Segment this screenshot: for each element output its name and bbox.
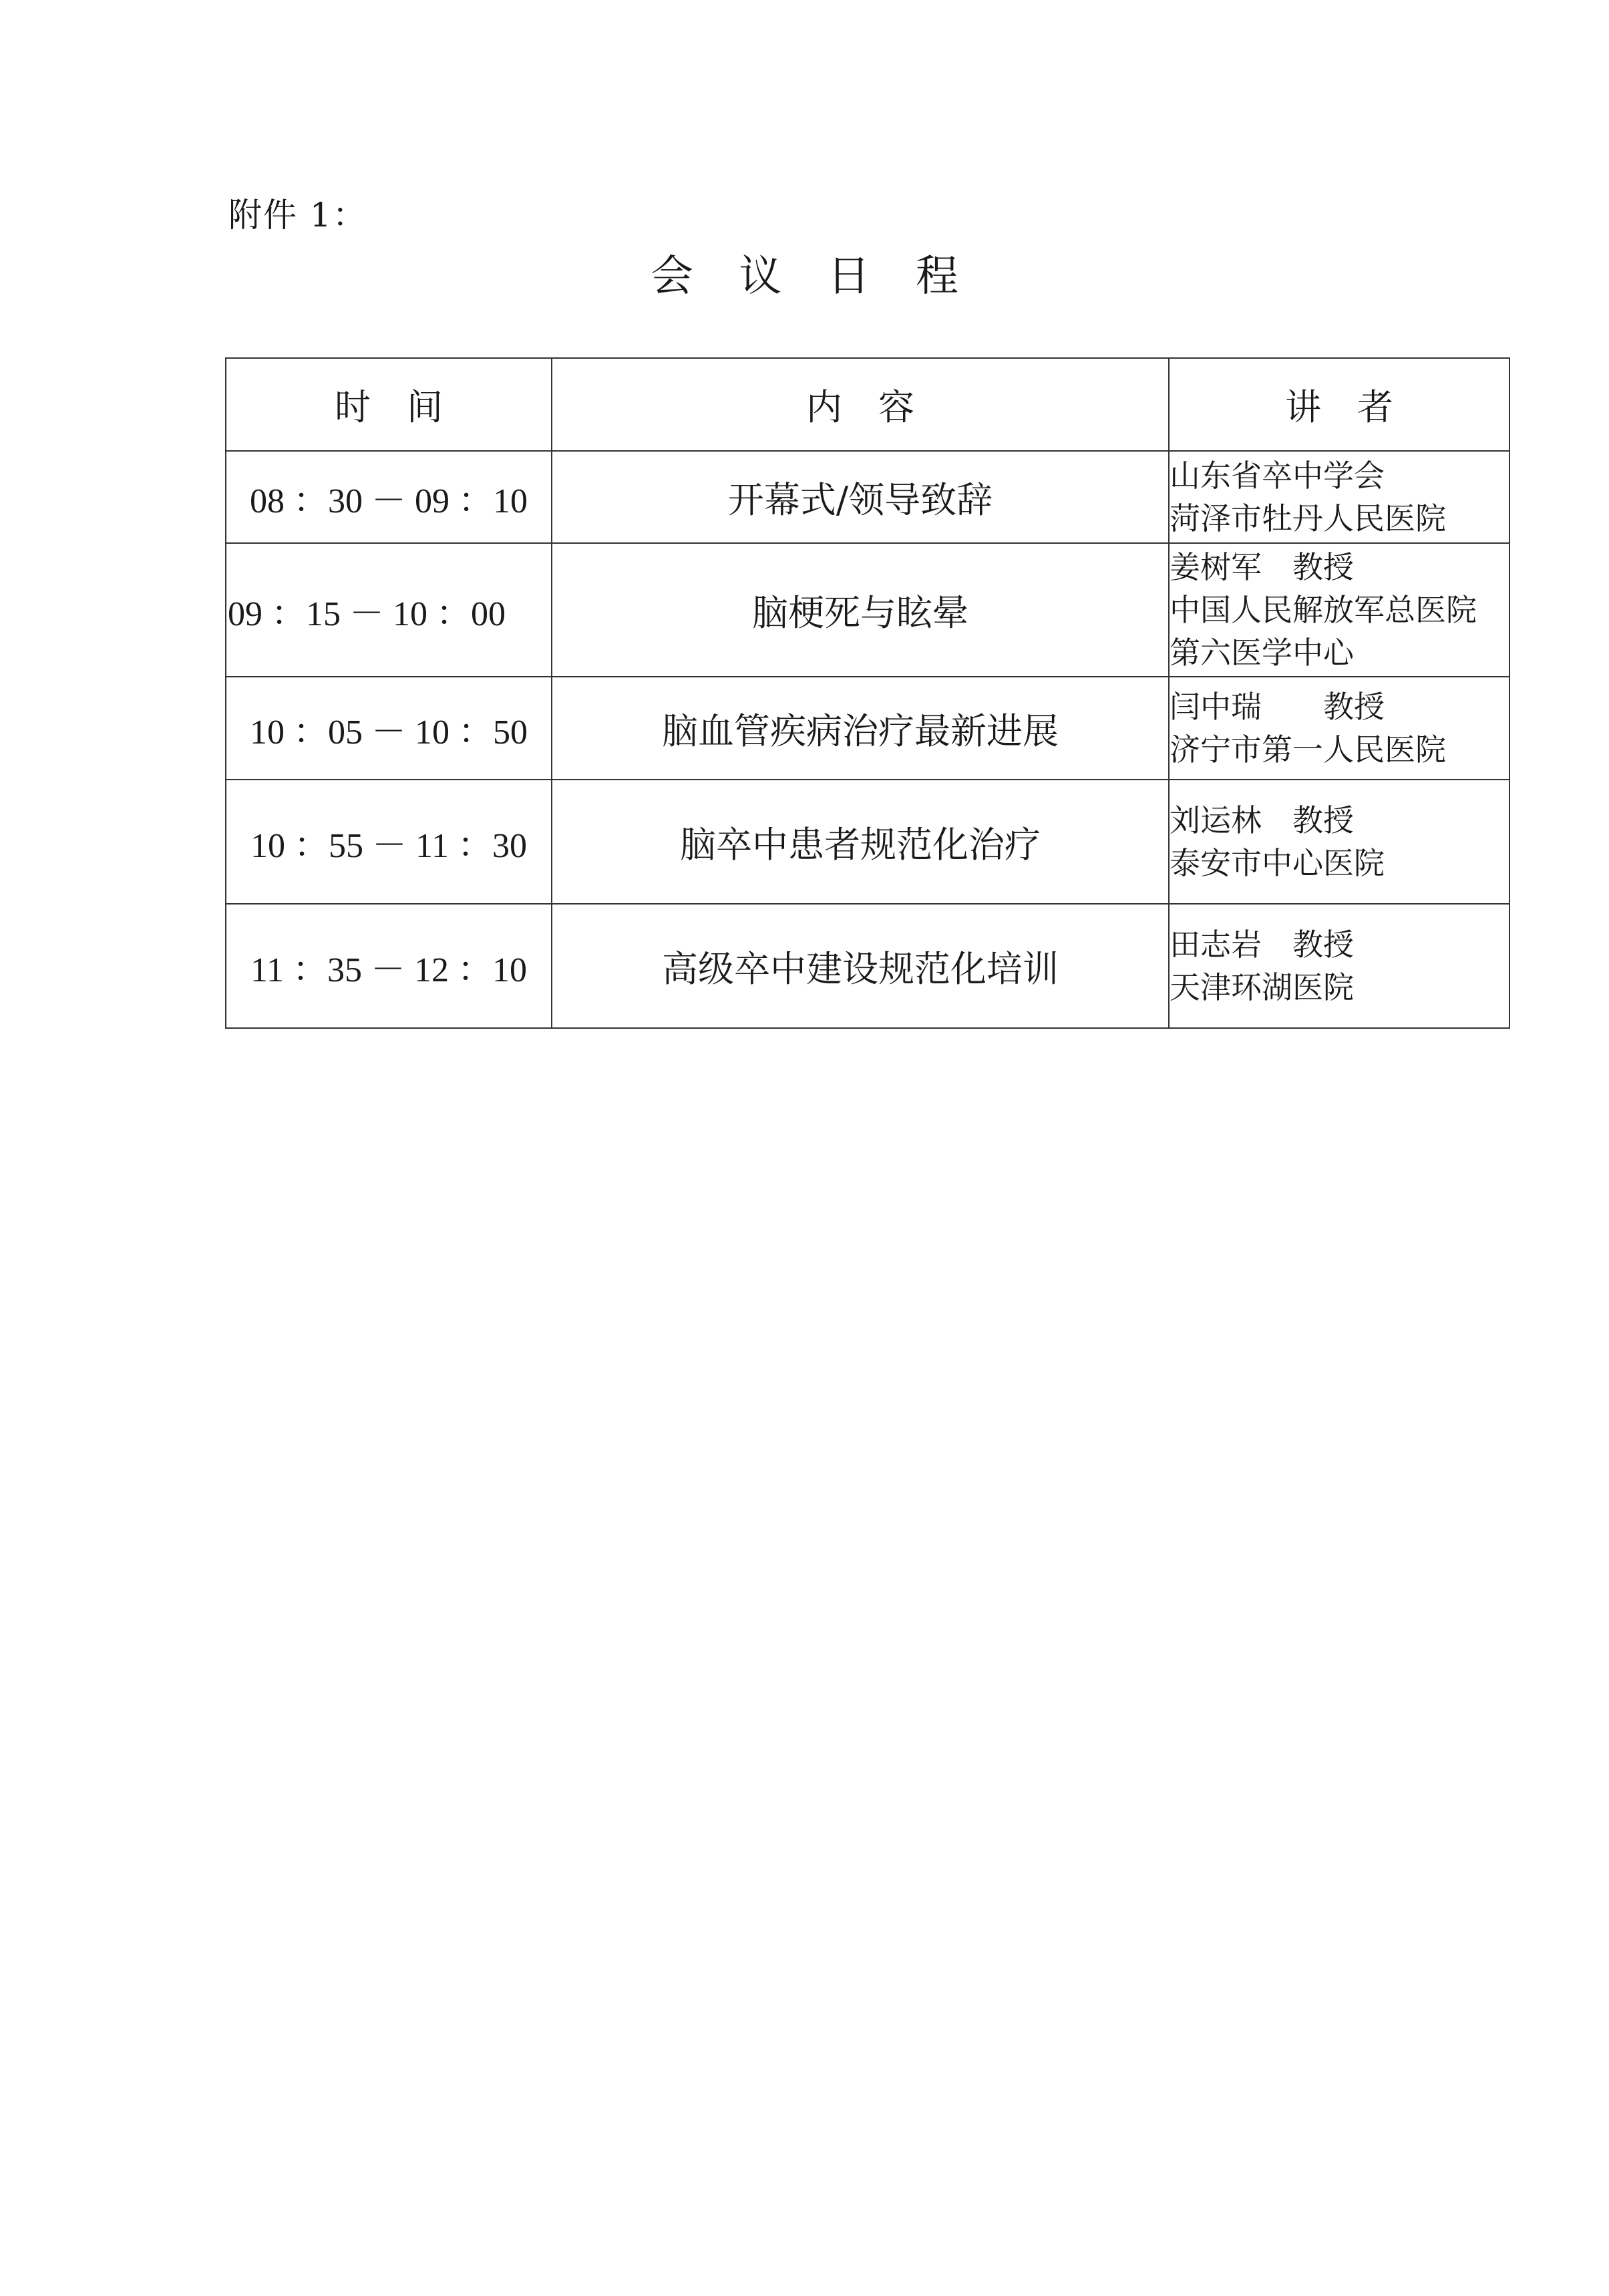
row-content: 脑卒中患者规范化治疗 (552, 780, 1169, 904)
attachment-label: 附件 1： (228, 196, 367, 234)
table-header-row (226, 358, 1509, 451)
speaker-line: 闫中瑞 教授 (1170, 689, 1385, 725)
speaker-line: 泰安市中心医院 (1170, 845, 1385, 881)
table-row (226, 677, 1509, 780)
speaker-line: 刘运林 教授 (1170, 802, 1354, 838)
table-row (226, 780, 1509, 904)
row-time: 09 ：15 － 10 ：00 (226, 543, 552, 677)
row-speaker (1169, 451, 1509, 543)
header-time: 时 间 (226, 358, 552, 451)
page-title: 会 议 日 程 (650, 252, 975, 301)
row-content: 脑梗死与眩晕 (552, 543, 1169, 677)
speaker-line: 中国人民解放军总医院 (1170, 592, 1477, 628)
row-speaker (1169, 780, 1509, 904)
speaker-line: 天津环湖医院 (1170, 969, 1354, 1005)
row-time: 08 ：30 － 09 ：10 (226, 451, 552, 543)
speaker-line: 菏泽市牡丹人民医院 (1170, 500, 1446, 536)
schedule-table (225, 357, 1510, 1029)
row-speaker (1169, 543, 1509, 677)
speaker-line: 济宁市第一人民医院 (1170, 731, 1446, 768)
speaker-line: 山东省卒中学会 (1170, 458, 1385, 494)
row-content: 开幕式/领导致辞 (552, 451, 1169, 543)
row-time: 11 ：35 － 12 ：10 (226, 904, 552, 1028)
speaker-line: 田志岩 教授 (1170, 927, 1354, 963)
table-row (226, 904, 1509, 1028)
row-content: 脑血管疾病治疗最新进展 (552, 677, 1169, 780)
header-speaker: 讲 者 (1169, 358, 1509, 451)
row-speaker (1169, 677, 1509, 780)
speaker-line: 姜树军 教授 (1170, 549, 1354, 585)
table-row (226, 451, 1509, 543)
row-content: 高级卒中建设规范化培训 (552, 904, 1169, 1028)
speaker-line: 第六医学中心 (1170, 635, 1354, 671)
header-content: 内 容 (552, 358, 1169, 451)
row-speaker (1169, 904, 1509, 1028)
row-time: 10 ：55 － 11 ：30 (226, 780, 552, 904)
table-row (226, 543, 1509, 677)
row-time: 10 ：05 － 10 ：50 (226, 677, 552, 780)
